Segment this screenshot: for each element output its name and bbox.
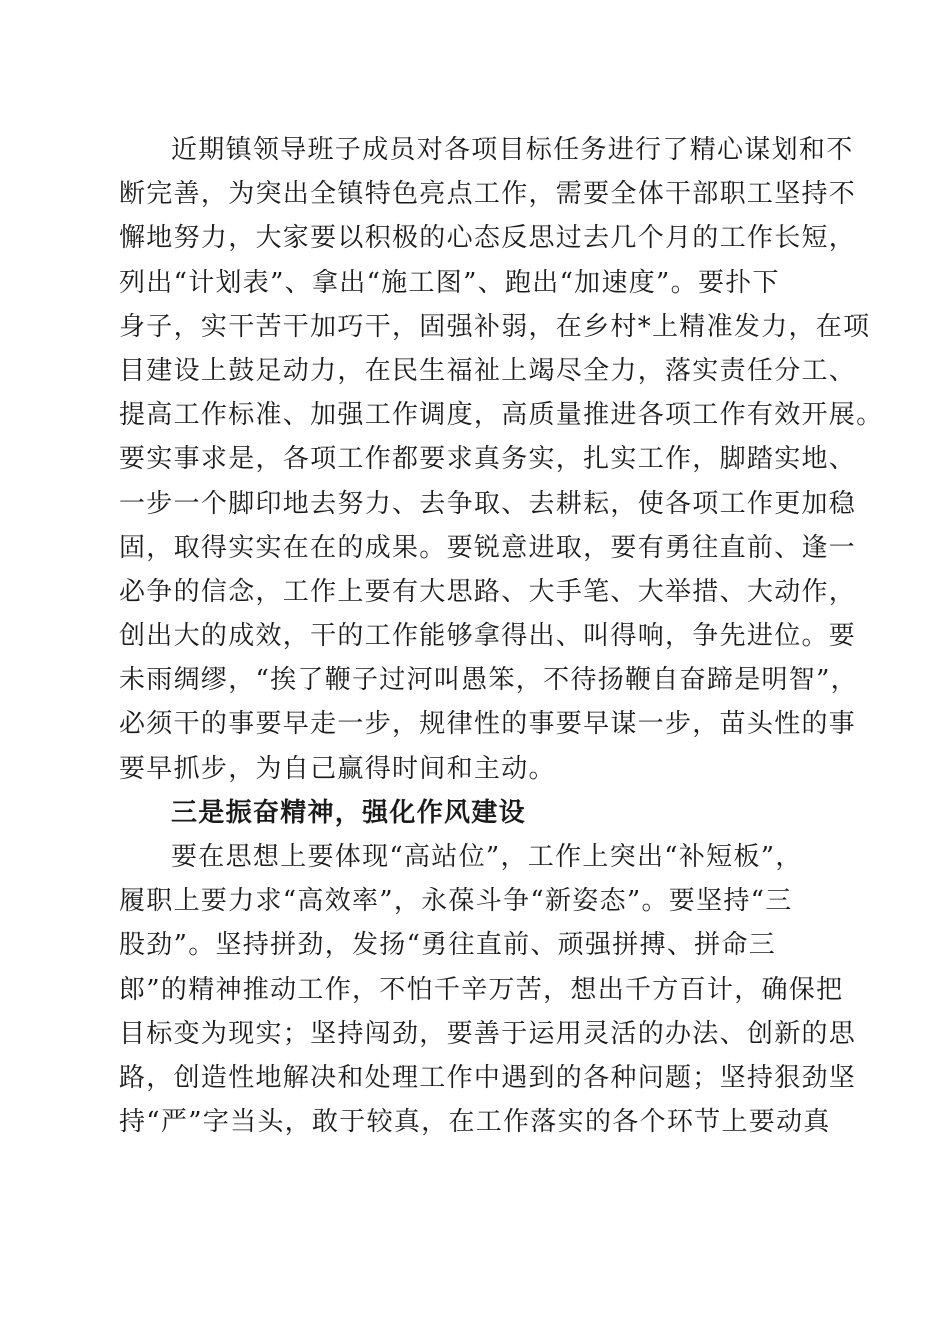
- paragraph-line: 目标变为现实；坚持闯劲，要善于运用灵活的办法、创新的思: [119, 1018, 857, 1049]
- paragraph-line: 要实事求是，各项工作都要求真务实，扎实工作，脚踏实地、: [119, 444, 857, 475]
- paragraph-line: 身子，实干苦干加巧干，固强补弱，在乡村*上精准发力，在项: [119, 311, 871, 342]
- paragraph-line: 要早抓步，为自己赢得时间和主动。: [119, 753, 556, 784]
- paragraph-line: 提高工作标准、加强工作调度，高质量推进各项工作有效开展。: [119, 400, 884, 431]
- paragraph-line: 要在思想上要体现“高站位”，工作上突出“补短板”，: [171, 842, 803, 872]
- paragraph-work-planning: [119, 128, 884, 791]
- paragraph-line: 未雨绸缪，“挨了鞭子过河叫愚笨，不待扬鞭自奋蹄是明智”，: [119, 665, 858, 696]
- document-body: [119, 128, 884, 1144]
- paragraph-line: 固，取得实实在在的成果。要锐意进取，要有勇往直前、逢一: [119, 532, 857, 563]
- section-heading: [119, 791, 831, 835]
- paragraph-line: 股劲”。坚持拼劲，发扬“勇往直前、顽强拼搏、拼命三: [119, 930, 777, 961]
- section-heading-text: 三是振奋精神，强化作风建设: [171, 797, 526, 828]
- paragraph-line: 路，创造性地解决和处理工作中遇到的各种问题；坚持狠劲坚: [119, 1062, 857, 1093]
- paragraph-line: 持“严”字当头，敢于较真，在工作落实的各个环节上要动真: [119, 1107, 831, 1138]
- paragraph-line: 一步一个脚印地去努力、去争取、去耕耘，使各项工作更加稳: [119, 488, 857, 519]
- paragraph-line: 必争的信念，工作上要有大思路、大手笔、大举措、大动作，: [119, 576, 857, 607]
- paragraph-line: 必须干的事要早走一步，规律性的事要早谋一步，苗头性的事: [119, 709, 857, 740]
- paragraph-line: 创出大的成效，干的工作能够拿得出、叫得响，争先进位。要: [119, 621, 857, 652]
- paragraph-line: 目建设上鼓足动力，在民生福祉上竭尽全力，落实责任分工、: [119, 355, 857, 386]
- paragraph-line: 懈地努力，大家要以积极的心态反思过去几个月的工作长短，: [119, 223, 857, 254]
- paragraph-line: 近期镇领导班子成员对各项目标任务进行了精心谋划和不: [171, 135, 854, 165]
- paragraph-line: 断完善，为突出全镇特色亮点工作，需要全体干部职工坚持不: [119, 179, 857, 210]
- paragraph-line: 履职上要力求“高效率”，永葆斗争“新姿态”。要坚持“三: [119, 886, 793, 917]
- paragraph-line: 列出“计划表”、拿出“施工图”、跑出“加速度”。要扑下: [119, 267, 780, 298]
- paragraph-work-style: [119, 835, 857, 1144]
- paragraph-line: 郎”的精神推动工作，不怕千辛万苦，想出千方百计，确保把: [119, 974, 844, 1005]
